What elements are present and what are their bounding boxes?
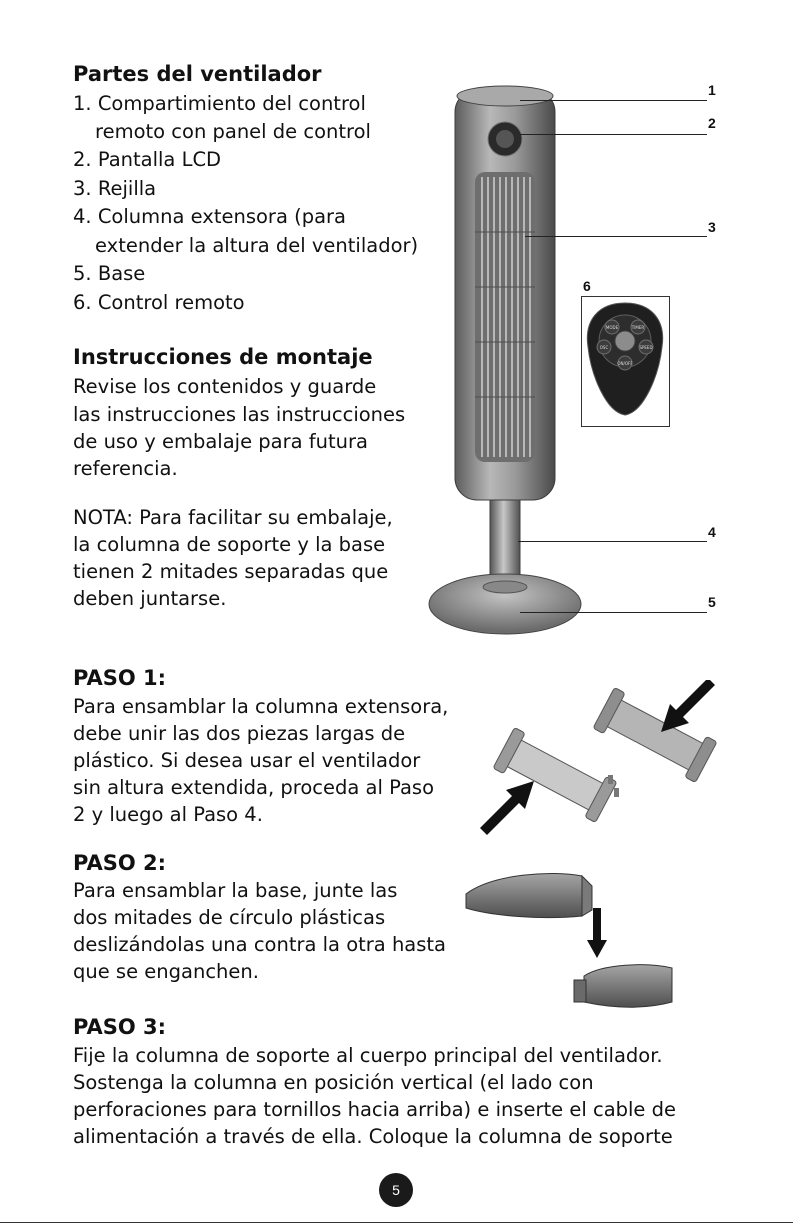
part-item-3: 3. Rejilla [73,177,157,200]
assembly-line-3: de uso y embalaje para futura [73,430,368,453]
step2-title: PASO 2: [73,851,167,875]
remote-inset-frame [581,296,670,427]
callout-leader-1 [520,100,707,101]
part-item-4: 4. Columna extensora (para [73,205,346,228]
callout-number-4: 4 [708,524,716,540]
step1-extension-pieces-illustration [475,680,725,840]
step2-line-1: Para ensamblar la base, junte las [73,879,398,902]
assembly-line-2: las instrucciones las instrucciones [73,403,406,426]
remote-speed-label: SPEED [639,345,653,350]
note-line-1: NOTA: Para facilitar su embalaje, [73,506,393,529]
step2-line-2: dos mitades de círculo plásticas [73,906,386,929]
step3-line-2: Sostenga la columna en posición vertical (el lado con [73,1071,594,1094]
remote-osc-label: OSC [599,345,609,350]
callout-number-2: 2 [708,115,716,131]
tower-fan-illustration [425,82,585,642]
parts-title: Partes del ventilador [73,62,322,86]
step3-line-1: Fije la columna de soporte al cuerpo principal del ventilador. [73,1044,663,1067]
part-item-5: 5. Base [73,262,146,285]
page-number: 5 [379,1173,413,1207]
part-item-1: 1. Compartimiento del control [73,92,366,115]
callout-number-5: 5 [708,594,716,610]
part-item-6: 6. Control remoto [73,291,245,314]
step2-line-3: deslizándolas una contra la otra hasta [73,933,447,956]
step1-line-3: plástico. Si desea usar el ventilador [73,749,421,772]
callout-number-1: 1 [708,82,716,98]
note-line-2: la columna de soporte y la base [73,533,386,556]
step3-title: PASO 3: [73,1015,167,1039]
assembly-line-4: referencia. [73,457,178,480]
remote-mode-label: MODE [605,325,619,330]
remote-onoff-label: ON/OFF [617,361,633,366]
callout-leader-3 [525,236,707,237]
step1-line-1: Para ensamblar la columna extensora, [73,695,449,718]
part-item-1-cont: remoto con panel de control [95,120,371,143]
callout-number-6: 6 [583,278,591,294]
step2-line-4: que se enganchen. [73,960,259,983]
note-line-4: deben juntarse. [73,587,227,610]
callout-leader-5 [520,612,707,613]
note-line-3: tienen 2 mitades separadas que [73,560,389,583]
bottom-rule [0,1222,793,1223]
assembly-title: Instrucciones de montaje [73,345,373,369]
step3-line-4: alimentación a través de ella. Coloque la columna de soporte [73,1125,673,1148]
assembly-line-1: Revise los contenidos y guarde [73,375,377,398]
step1-title: PASO 1: [73,666,167,690]
step2-base-halves-illustration [462,868,687,1013]
callout-leader-4 [518,541,707,542]
callout-leader-2 [520,134,707,135]
step1-line-4: sin altura extendida, proceda al Paso [73,776,435,799]
part-item-4-cont: extender la altura del ventilador) [95,234,419,257]
part-item-2: 2. Pantalla LCD [73,148,222,171]
step3-line-3: perforaciones para tornillos hacia arriba) e inserte el cable de [73,1098,677,1121]
callout-number-3: 3 [708,219,716,235]
remote-control-illustration [582,297,669,426]
remote-timer-label: TIMER [631,325,645,330]
step1-line-2: debe unir las dos piezas largas de [73,722,406,745]
step1-line-5: 2 y luego al Paso 4. [73,803,263,826]
